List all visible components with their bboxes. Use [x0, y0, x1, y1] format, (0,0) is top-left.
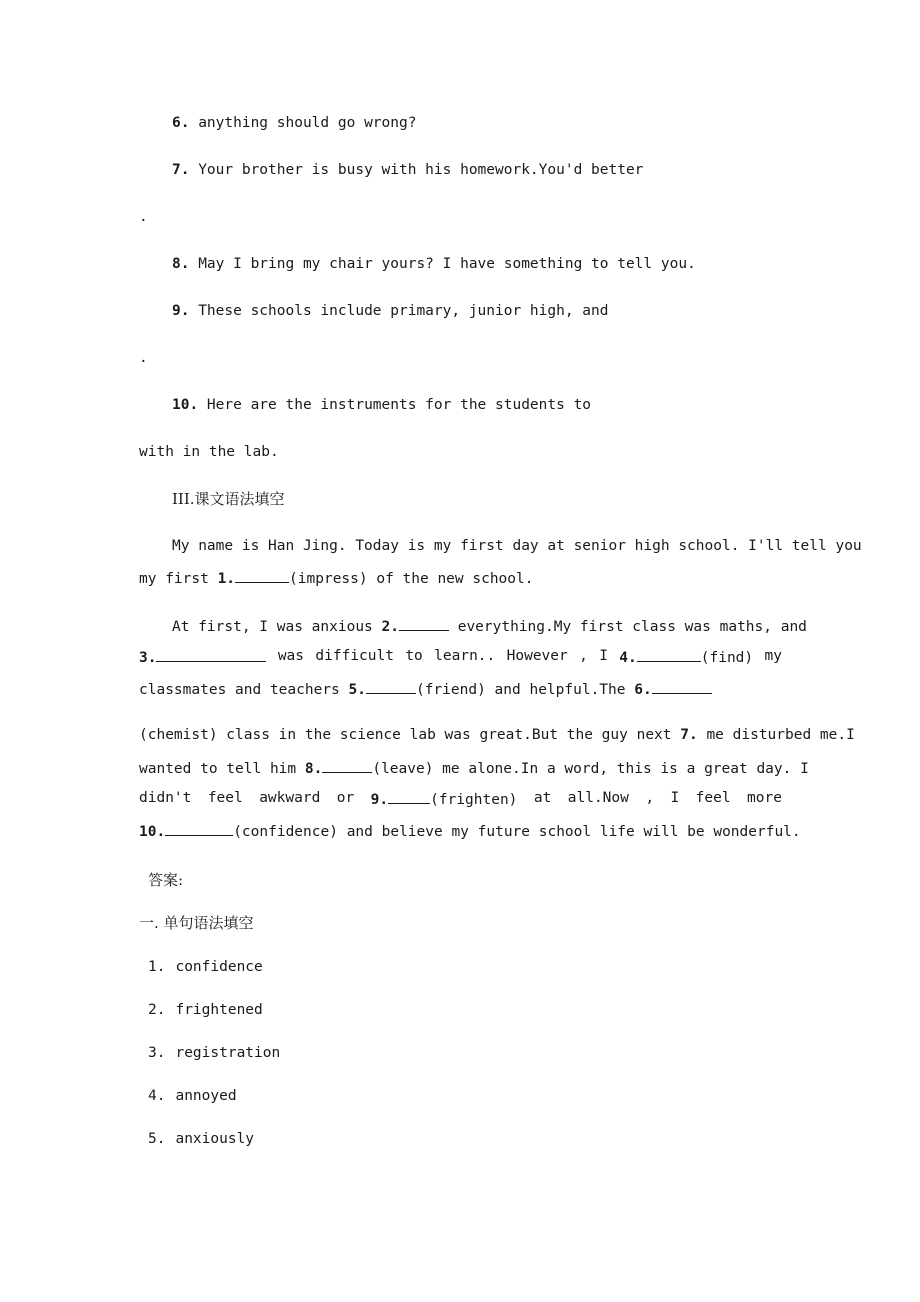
answers-label: 答案: — [148, 871, 184, 889]
passage-line-5 — [139, 678, 712, 700]
passage-line-9 — [139, 820, 801, 842]
passage-text: (confidence) and believe my future school life will be wonderful. — [233, 824, 801, 840]
blank-5[interactable] — [366, 678, 416, 694]
passage-text: (leave) me alone.In a word, this is a great day. I — [372, 761, 809, 777]
answer-text: annoyed — [175, 1088, 237, 1104]
question-9-continuation: . — [139, 350, 148, 366]
answer-text: confidence — [175, 959, 263, 975]
passage-word: feel — [695, 790, 731, 806]
blank-number-5: 5. — [348, 682, 366, 698]
blank-group-4 — [619, 646, 753, 668]
blank-number-4: 4. — [619, 650, 637, 666]
passage-text: everything.My first class was maths, and — [448, 619, 807, 635]
blank-number-2: 2. — [381, 619, 399, 635]
passage-word: or — [336, 790, 355, 806]
blank-10[interactable] — [165, 820, 233, 836]
passage-word: all.Now — [567, 790, 629, 806]
blank-number-7: 7. — [680, 727, 698, 743]
passage-word: awkward — [259, 790, 321, 806]
answers-section-1-title: 一. 单句语法填空 — [139, 914, 254, 932]
passage-text: my first — [139, 571, 218, 587]
answer-number: 1. — [148, 959, 166, 975]
answer-item — [148, 1086, 237, 1106]
answer-text: frightened — [175, 1002, 263, 1018]
answer-item — [148, 1129, 254, 1149]
blank-number-3: 3. — [139, 650, 157, 666]
answer-number: 2. — [148, 1002, 166, 1018]
passage-word: , — [579, 648, 588, 664]
section-3-title: III.课文语法填空 — [172, 490, 285, 508]
passage-line-1: My name is Han Jing. Today is my first day at senior high school. I'll tell you — [172, 538, 862, 554]
question-text: anything should go wrong? — [189, 115, 417, 131]
blank-6[interactable] — [652, 678, 712, 694]
question-text: May I bring my chair yours? I have something to tell you. — [189, 256, 696, 272]
question-text: These schools include primary, junior high, and — [189, 303, 609, 319]
answer-text: registration — [175, 1045, 281, 1061]
passage-text: classmates and teachers — [139, 682, 349, 698]
question-7-continuation: . — [139, 209, 148, 225]
passage-line-2 — [139, 567, 533, 589]
passage-line-3 — [172, 615, 807, 637]
question-10-continuation: with in the lab. — [139, 444, 279, 460]
answer-item — [148, 957, 263, 977]
blank-number-6: 6. — [634, 682, 652, 698]
blank-9[interactable] — [388, 788, 430, 804]
passage-text: (friend) and helpful.The — [415, 682, 635, 698]
answer-number: 5. — [148, 1131, 166, 1147]
passage-text: At first, I was anxious — [172, 619, 382, 635]
passage-text: me disturbed me.I — [697, 727, 855, 743]
passage-word: was — [277, 648, 305, 664]
answer-number: 3. — [148, 1045, 166, 1061]
passage-word: I — [599, 648, 608, 664]
passage-word: at — [533, 790, 552, 806]
question-6 — [172, 113, 416, 133]
question-10 — [172, 395, 591, 415]
passage-word: However — [506, 648, 568, 664]
question-9 — [172, 301, 609, 321]
question-number: 10. — [172, 397, 199, 413]
question-number: 6. — [172, 115, 190, 131]
answer-item — [148, 1000, 263, 1020]
passage-word: (find) — [700, 650, 754, 666]
passage-text: wanted to tell him — [139, 761, 305, 777]
question-8 — [172, 254, 696, 274]
blank-1[interactable] — [235, 567, 289, 583]
passage-text: (chemist) class in the science lab was great.But the guy next — [139, 727, 681, 743]
answer-item — [148, 1043, 280, 1063]
blank-number-1: 1. — [217, 571, 236, 587]
passage-text: (impress) of the new school. — [289, 571, 534, 587]
passage-word: , — [645, 790, 655, 806]
blank-number-10: 10. — [139, 824, 166, 840]
passage-word: more — [747, 790, 782, 806]
question-number: 8. — [172, 256, 190, 272]
question-number: 9. — [172, 303, 190, 319]
answer-number: 4. — [148, 1088, 166, 1104]
question-number: 7. — [172, 162, 190, 178]
blank-3[interactable] — [156, 646, 266, 662]
question-text: Here are the instruments for the students to — [198, 397, 592, 413]
passage-line-6 — [139, 725, 855, 745]
blank-number-8: 8. — [304, 761, 323, 777]
passage-word: didn't — [139, 790, 192, 806]
passage-word: my — [764, 648, 782, 664]
passage-line-4 — [139, 646, 782, 668]
passage-word: to — [405, 648, 423, 664]
blank-group-3 — [139, 646, 266, 668]
question-text: Your brother is busy with his homework.You'd better — [189, 162, 644, 178]
passage-word: feel — [207, 790, 243, 806]
passage-word: learn.. — [434, 648, 496, 664]
blank-2[interactable] — [399, 615, 449, 631]
passage-line-7 — [139, 757, 809, 779]
passage-word: (frighten) — [430, 792, 518, 808]
blank-number-9: 9. — [370, 792, 389, 808]
passage-line-8 — [139, 788, 782, 810]
blank-8[interactable] — [322, 757, 372, 773]
passage-word: difficult — [315, 648, 394, 664]
blank-4[interactable] — [637, 646, 701, 662]
question-7 — [172, 160, 643, 180]
passage-word: I — [670, 790, 680, 806]
blank-group-9 — [371, 788, 518, 810]
answer-text: anxiously — [175, 1131, 255, 1147]
